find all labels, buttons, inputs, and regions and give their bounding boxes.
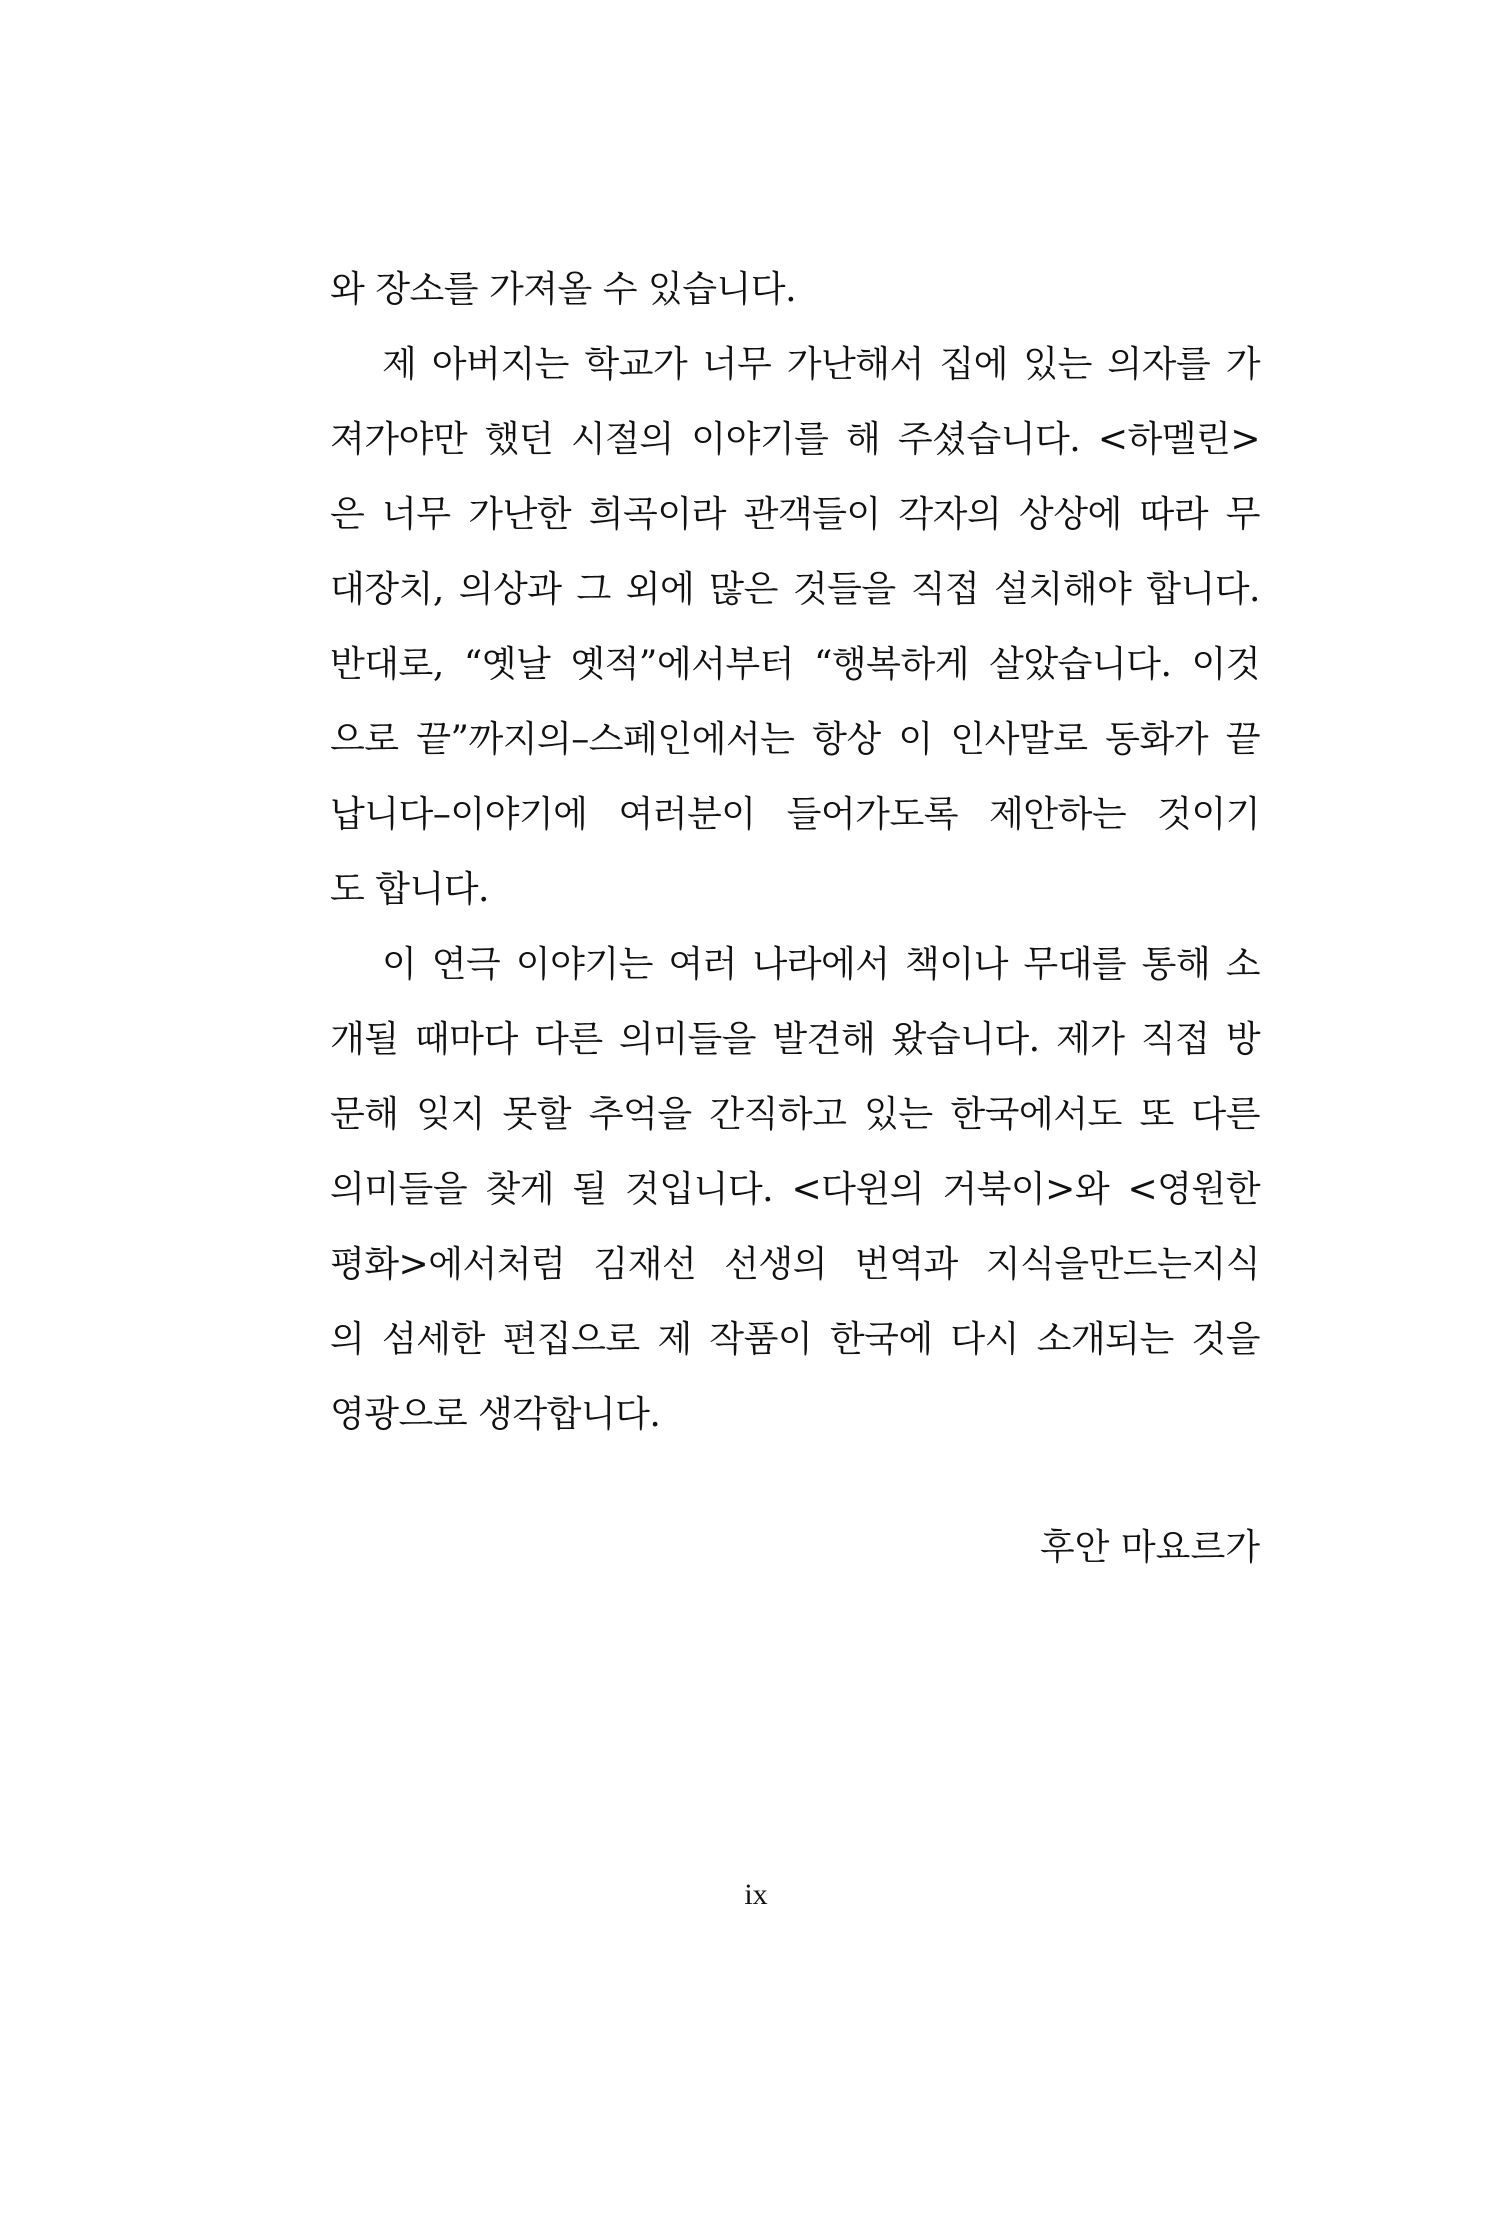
body-text	[330, 252, 1260, 1452]
text-line: 영광으로 생각합니다.	[330, 1394, 661, 1435]
text-line: 이 연극 이야기는 여러 나라에서 책이나 무대를 통해 소	[382, 944, 1260, 985]
text-line: 의미들을 찾게 될 것입니다. <다윈의 거북이>와 <영원한	[330, 1169, 1260, 1210]
text-line: 의 섬세한 편집으로 제 작품이 한국에 다시 소개되는 것을	[330, 1319, 1260, 1360]
text-line: 납니다–이야기에 여러분이 들어가도록 제안하는 것이기	[330, 794, 1260, 835]
text-line: 평화>에서처럼 김재선 선생의 번역과 지식을만드는지식	[330, 1244, 1260, 1285]
text-line: 반대로, “옛날 옛적”에서부터 “행복하게 살았습니다. 이것	[330, 644, 1260, 685]
text-line: 도 합니다.	[330, 869, 489, 910]
text-line: 개될 때마다 다른 의미들을 발견해 왔습니다. 제가 직접 방	[330, 1019, 1260, 1060]
text-line: 와 장소를 가져올 수 있습니다.	[330, 269, 797, 310]
text-line: 져가야만 했던 시절의 이야기를 해 주셨습니다. <하멜린>	[330, 419, 1260, 460]
page-number: ix	[744, 1878, 768, 1911]
text-line: 으로 끝”까지의–스페인에서는 항상 이 인사말로 동화가 끝	[330, 719, 1260, 760]
text-line: 은 너무 가난한 희곡이라 관객들이 각자의 상상에 따라 무	[330, 494, 1260, 535]
author-signature: 후안 마요르가	[1039, 1527, 1260, 1568]
text-line: 대장치, 의상과 그 외에 많은 것들을 직접 설치해야 합니다.	[330, 569, 1260, 610]
text-line: 제 아버지는 학교가 너무 가난해서 집에 있는 의자를 가	[382, 344, 1260, 385]
text-line: 문해 잊지 못할 추억을 간직하고 있는 한국에서도 또 다른	[330, 1094, 1260, 1135]
